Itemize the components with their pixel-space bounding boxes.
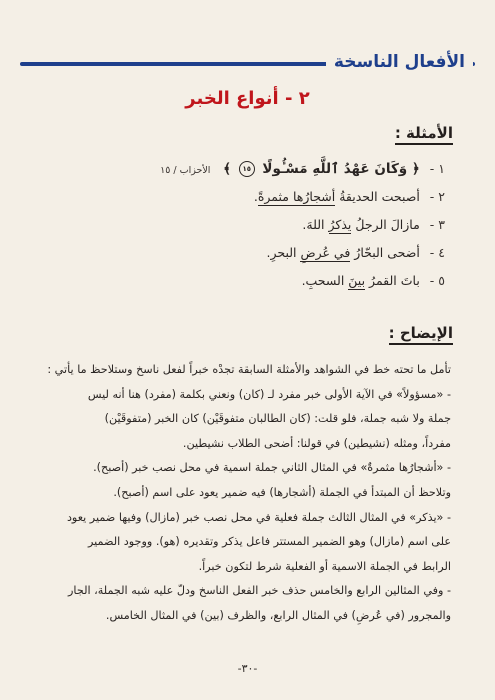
example-number: ٤ - xyxy=(429,245,445,260)
example-item: ٤ - أضحى البحّارُ في عُرضِ البحرِ. xyxy=(266,245,445,260)
example-item: ٥ - باتَ القمرُ بينَ السحبِ. xyxy=(301,273,445,288)
chapter-title: الأفعال الناسخة xyxy=(326,50,473,74)
quran-verse: ﴿ وَكَانَ عَهْدُ ٱللَّهِ مَسْـُٔولًا ١٥ ﴾ xyxy=(223,161,420,177)
example-item xyxy=(40,155,445,183)
text-line: - «يذكر» في المثال الثالث جملة فعلية في محل نصب خبر (مازال) وفيها ضمير يعود xyxy=(66,510,451,524)
example-item: ٣ - مازالَ الرجلُ يذكرُ اللهَ. xyxy=(302,217,445,232)
text-line: - «أشجارُها مثمرةٌ» في المثال الثاني جملة اسمية في محل نصب خبر (أصبح). xyxy=(93,461,451,475)
underlined-predicate: يذكرُ xyxy=(328,217,352,232)
text-line: جملة ولا شبه جملة، فلو قلت: (كان الطالبان متفوقَيْن) كان الخبر (متفوقَيْن) xyxy=(104,412,451,426)
explanation-text xyxy=(26,358,451,629)
examples-heading: الأمثلة : xyxy=(395,122,453,144)
text-line: وتلاحظ أن المبتدأ في الجملة (أشجارها) فيه ضمير يعود على اسم (أصبح). xyxy=(113,485,451,499)
underlined-predicate: بينَ xyxy=(348,273,366,288)
page-number: -٣٠- xyxy=(237,662,258,675)
example-number: ٢ - xyxy=(429,189,445,204)
text-line: - وفي المثالين الرابع والخامس حذف خبر الفعل الناسخ ودلّ عليه شبه الجملة، الجار xyxy=(68,584,451,598)
example-number: ١ - xyxy=(429,161,445,176)
text-line: على اسم (مازال) وهو الضمير المستتر فاعل يذكر وتقديره (هو). ووجود الضمير xyxy=(88,535,451,549)
text-line: مفرداً، ومثله (نشيطين) في قولنا: أضحى الطلاب نشيطين. xyxy=(182,436,451,450)
example-number: ٥ - xyxy=(429,273,445,288)
text-line: - «مسؤولاً» في الآية الأولى خبر مفرد لـ (كان) ونعني بكلمة (مفرد) هنا أنه ليس xyxy=(87,387,451,401)
text-line: تأمل ما تحته خط في الشواهد والأمثلة السابقة تجدْه خبراً لفعل ناسخ وستلاحظ ما يأتي : xyxy=(47,363,451,376)
example-item: ٢ - أصبحت الحديقةُ أشجارُها مثمرةً. xyxy=(253,189,445,204)
explanation-heading: الإيضاح : xyxy=(389,322,453,344)
text-line: الرابط في الجملة الاسمية أو الفعلية شرط لتكون خبراً. xyxy=(198,559,451,573)
ayah-number-marker: ١٥ xyxy=(239,161,255,177)
underlined-predicate: في عُرضِ xyxy=(300,245,351,260)
example-number: ٣ - xyxy=(429,217,445,232)
lesson-title: ٢ - أنواع الخبر xyxy=(185,88,310,109)
text-line: والمجرور (في عُرضِ) في المثال الرابع، والظرف (بين) في المثال الخامس. xyxy=(105,608,451,622)
underlined-predicate: أشجارُها مثمرةً xyxy=(257,189,336,204)
verse-reference: الأحزاب / ١٥ xyxy=(160,165,211,176)
examples-list xyxy=(40,155,445,295)
